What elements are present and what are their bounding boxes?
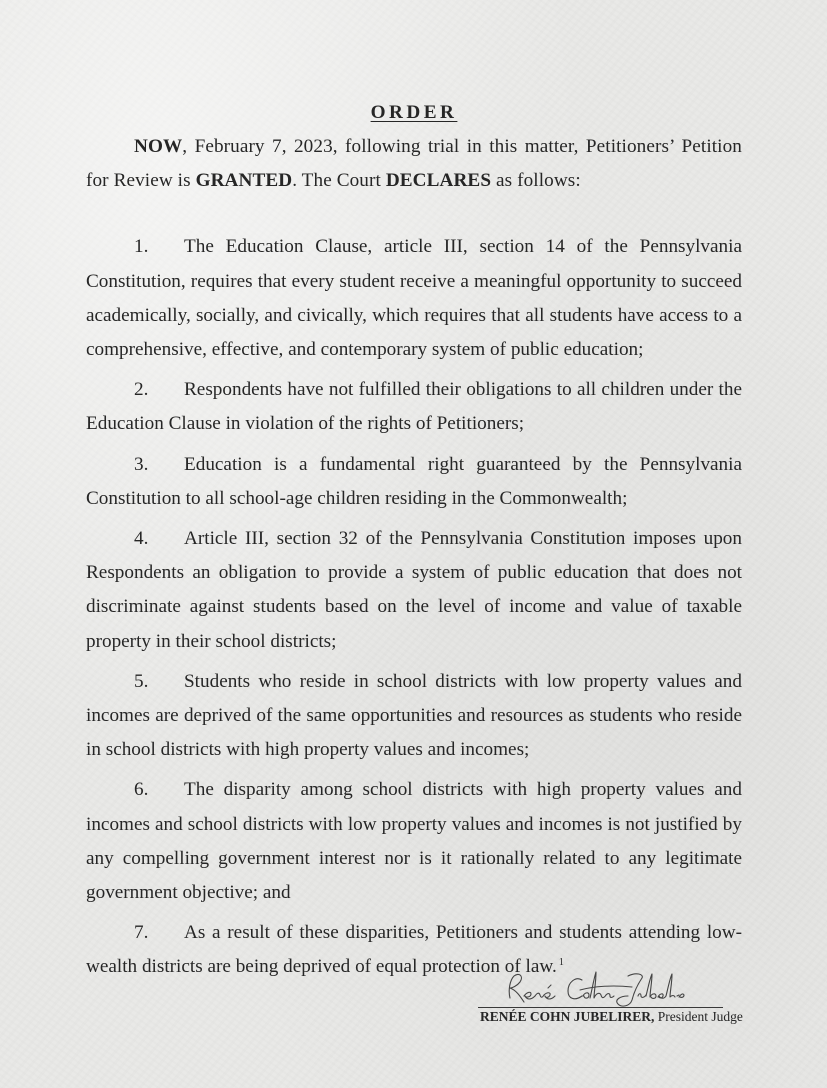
- item-text: Article III, section 32 of the Pennsylvania Constitution imposes upon Respondents an obligation to provide a system of public education that does not discriminate against students based on the level of income and value of taxable property in their school districts;: [86, 528, 742, 652]
- item-number: 2.: [134, 379, 149, 401]
- intro-paragraph: [86, 130, 742, 198]
- list-item: [86, 448, 742, 516]
- item-number: 1.: [134, 236, 149, 258]
- item-number: 3.: [134, 453, 149, 475]
- list-item: [86, 773, 742, 910]
- footnote-marker[interactable]: 1: [558, 957, 564, 969]
- item-text: Respondents have not fulfilled their obligations to all children under the Education Clause in violation of the rights of Petitioners;: [86, 379, 742, 435]
- page-title: ORDER: [370, 102, 458, 123]
- item-text: Education is a fundamental right guaranteed by the Pennsylvania Constitution to all school-age children residing in the Commonwealth;: [86, 453, 742, 509]
- intro-text-b: . The Court: [292, 170, 386, 192]
- item-text: The disparity among school districts with high property values and incomes and school districts with low property values and incomes is not justified by any compelling government interest nor is it rationally related to any legitimate government objective; and: [86, 779, 742, 904]
- declarations-list: [86, 230, 742, 984]
- item-number: 4.: [134, 528, 149, 550]
- granted-label: GRANTED: [195, 170, 293, 192]
- item-text: As a result of these disparities, Petitioners and students attending low-wealth districts are being deprived of equal protection of law.: [86, 922, 742, 978]
- intro-text-c: as follows:: [491, 170, 581, 192]
- item-number: 5.: [134, 670, 149, 692]
- order-document: [86, 96, 742, 991]
- judge-name: RENÉE COHN JUBELIRER,: [480, 1009, 655, 1024]
- intro-text-a: , February 7, 2023, following trial in this matter, Petitioners’ Petition for Review is: [86, 136, 742, 192]
- item-number: 7.: [134, 922, 149, 944]
- judge-title: President Judge: [654, 1009, 743, 1024]
- item-number: 6.: [134, 779, 149, 801]
- list-item: [86, 665, 742, 768]
- declares-label: DECLARES: [385, 170, 492, 192]
- now-label: NOW: [134, 136, 183, 157]
- item-text: Students who reside in school districts with low property values and incomes are deprived of the same opportunities and resources as students who reside in school districts with high property values and incomes;: [86, 670, 742, 761]
- signature-block: [478, 966, 743, 1032]
- list-item: [86, 373, 742, 441]
- item-text: The Education Clause, article III, section 14 of the Pennsylvania Constitution, requires that every student receive a meaningful opportunity to succeed academically, socially, and civically, which requires that all students have access to a comprehensive, effective, and contemporary system of public education;: [86, 236, 742, 361]
- list-item: [86, 522, 742, 659]
- handwritten-signature-icon: [486, 966, 686, 1010]
- signature-caption: [480, 1008, 743, 1026]
- list-item: [86, 230, 742, 367]
